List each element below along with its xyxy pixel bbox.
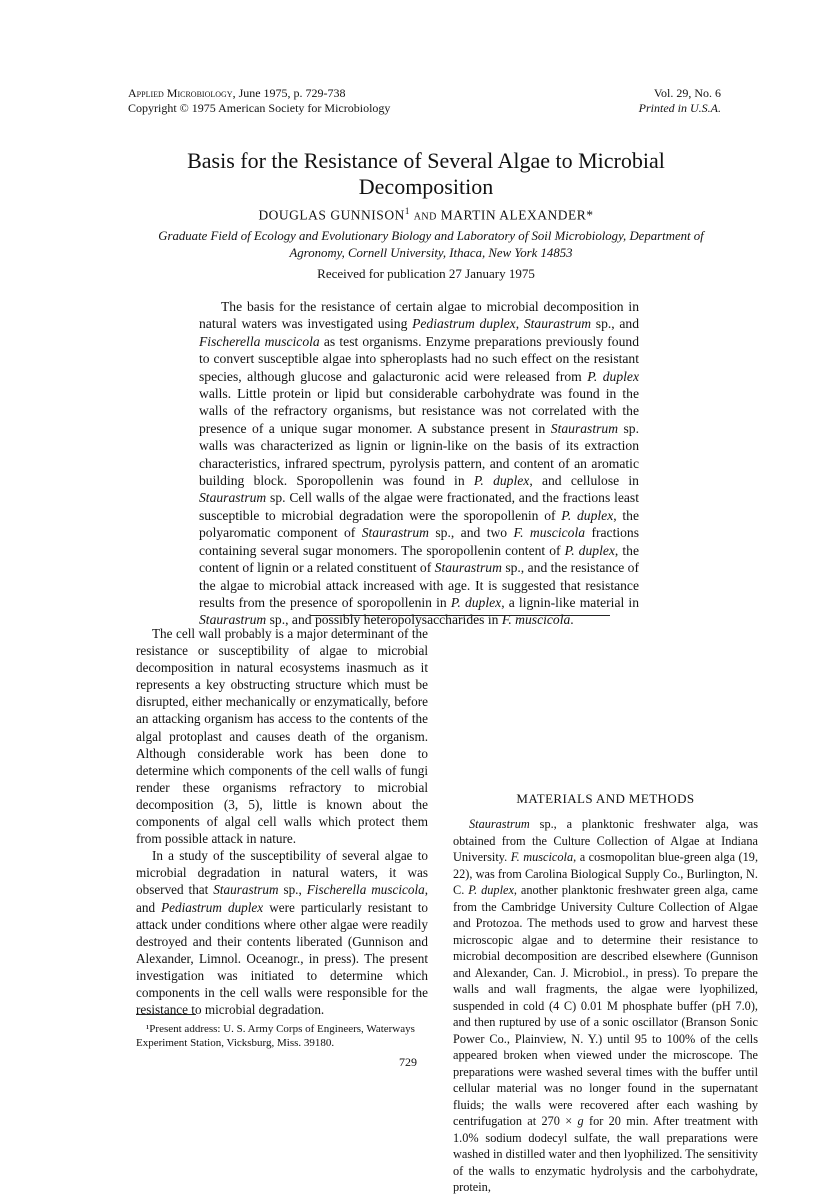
- author-2: MARTIN ALEXANDER*: [440, 207, 594, 223]
- abstract-divider: [310, 615, 610, 616]
- footnote: ¹Present address: U. S. Army Corps of Engineers, Waterways Experiment Station, Vicksburg, Miss. 39180.: [136, 1023, 415, 1049]
- author-1-footnote-mark: 1: [404, 206, 410, 216]
- left-column: [136, 625, 428, 1018]
- author-1: DOUGLAS GUNNISON: [258, 207, 405, 223]
- running-header-right: [639, 86, 721, 116]
- running-header-left: [128, 86, 390, 116]
- section-heading-methods: MATERIALS AND METHODS: [516, 791, 695, 806]
- author-line: [120, 206, 732, 224]
- copyright-line: Copyright © 1975 American Society for Microbiology: [128, 101, 391, 115]
- affiliation: Graduate Field of Ecology and Evolutionary Biology and Laboratory of Soil Microbiology, Department of Agronomy, Cornell University, Ithaca, New York 14853: [158, 229, 704, 260]
- journal-name: Applied Microbiology: [128, 86, 233, 100]
- page-number: 729: [399, 1055, 417, 1069]
- abstract: The basis for the resistance of certain algae to microbial decomposition in natural waters was investigated using Pediastrum duplex, Staurastrum sp., and Fischerella muscicola as test organisms. Enzyme preparations previously found to convert susceptible algae into spheroplasts had no such effect on the resistant species, although glucose and galacturonic acid were released from P. duplex walls. Little protein or lipid but considerable carbohydrate was found in the walls of the refractory organisms, but resistance was not correlated with the presence of a unique sugar monomer. A substance present in Staurastrum sp. walls was characterized as lignin or lignin-like on the basis of its extraction characteristics, infrared spectrum, pyrolysis pattern, and content of an aromatic building block. Sporopollenin was found in P. duplex, and cellulose in Staurastrum sp. Cell walls of the algae were fractionated, and the fractions least susceptible to microbial degradation were the sporopollenin of P. duplex, the polyaromatic component of Staurastrum sp., and two F. muscicola fractions containing several sugar monomers. The sporopollenin content of P. duplex, the content of lignin or a related constituent of Staurastrum sp., and the resistance of the algae to microbial attack increased with age. It is suggested that resistance results from the presence of sporopollenin in P. duplex, a lignin-like material in Staurastrum sp., and possibly heteropolysaccharides in F. muscicola.: [199, 299, 640, 628]
- printed-line: Printed in U.S.A.: [638, 101, 721, 115]
- volume-line: Vol. 29, No. 6: [653, 86, 721, 100]
- right-column: [453, 790, 758, 1196]
- author-conjunction: AND: [413, 211, 437, 223]
- journal-issue: , June 1975, p. 729-738: [232, 86, 346, 100]
- received-date: Received for publication 27 January 1975: [317, 266, 535, 281]
- methods-paragraph: Staurastrum sp., a planktonic freshwater alga, was obtained from the Culture Collection of Algae at Indiana University. F. muscicola, a cosmopolitan blue-green alga (19, 22), was from Carolina Biological Supply Co., Burlington, N. C. P. duplex, another planktonic freshwater green alga, came from the Cambridge University Culture Collection of Algae and Protozoa. The methods used to grow and harvest these microscopic algae and to determine their resistance to microbial decomposition are described elsewhere (Gunnison and Alexander, Can. J. Microbiol., in press). To prepare the walls and wall fragments, the algae were lyophilized, suspended in cold (4 C) 0.01 M phosphate buffer (pH 7.0), and then ruptured by use of a sonic oscillator (Branson Sonic Power Co., Plainview, N. Y.) until 95 to 100% of the cells appeared broken when viewed under the microscope. The preparations were washed several times with the buffer until cellular material was no longer found in the supernatant fluids; the walls were recovered after each washing by centrifugation at 270 × g for 20 min. After treatment with 1.0% sodium dodecyl sulfate, the wall preparations were washed in distilled water and then lyophilized. The sensitivity of the walls to enzymatic hydrolysis and the carbohydrate, protein,: [453, 817, 759, 1195]
- intro-paragraph-1: The cell wall probably is a major determinant of the resistance or susceptibility of algae to microbial decomposition in natural ecosystems inasmuch as it represents a key obstructing structure which must be disrupted, either mechanically or enzymatically, before an attacking organism has access to the contents of the algal protoplast and causes death of the organism. Although considerable work has been done to determine which components of the cell walls of fungi render these organisms refractory to microbial decomposition (3, 5), little is known about the components of algal cell walls which protect them from possible attack in nature.: [136, 626, 428, 847]
- article-title: Basis for the Resistance of Several Algae to Microbial Decomposition: [187, 148, 665, 199]
- intro-paragraph-2: In a study of the susceptibility of several algae to microbial degradation in natural waters, it was observed that Staurastrum sp., Fischerella muscicola, and Pediastrum duplex were particularly resistant to attack under conditions where other algae were readily destroyed and their contents liberated (Gunnison and Alexander, Limnol. Oceanogr., in press). The present investigation was initiated to determine which components in the cell walls were responsible for the resistance to microbial degradation.: [136, 848, 428, 1018]
- footnote-rule: [136, 1014, 196, 1015]
